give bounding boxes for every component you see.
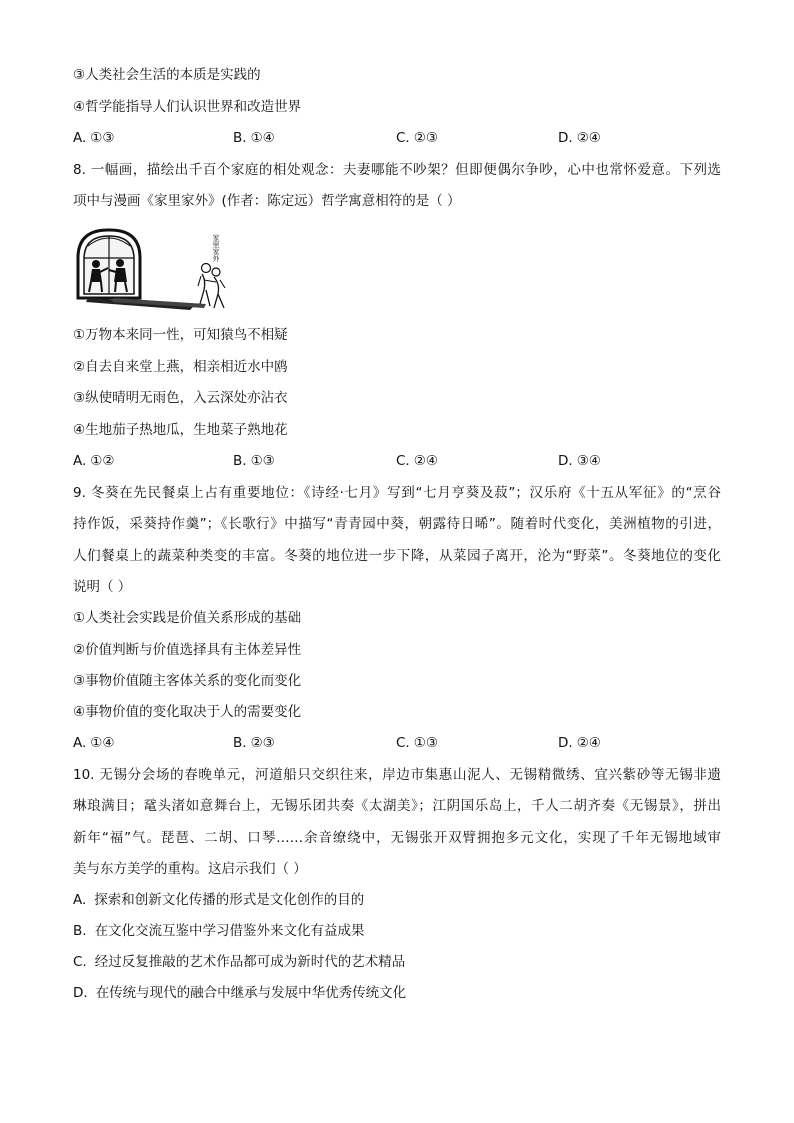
q8-statement-3: ③纵使晴明无雨色，入云深处亦沾衣 (73, 390, 288, 406)
q8-statement-2: ②自去自来堂上燕，相亲相近水中鸥 (73, 359, 288, 375)
q10-choice-d[interactable]: D. 在传统与现代的融合中继承与发展中华优秀传统文化 (73, 985, 407, 1001)
q7-option-d[interactable]: D. ②④ (558, 130, 601, 146)
q9-statement-2: ②价值判断与价值选择具有主体差异性 (73, 642, 302, 658)
q7-option-a[interactable]: A. ①③ (73, 130, 115, 146)
q10-choice-b[interactable]: B. 在文化交流互鉴中学习借鉴外来文化有益成果 (73, 923, 365, 939)
q7-option-c[interactable]: C. ②③ (396, 130, 438, 146)
q7-option-b[interactable]: B. ①④ (233, 130, 275, 146)
q10-choice-a[interactable]: A. 探索和创新文化传播的形式是文化创作的目的 (73, 892, 365, 908)
q8-option-c[interactable]: C. ②④ (396, 453, 438, 469)
q8-option-d[interactable]: D. ③④ (558, 453, 601, 469)
q8-statement-1: ①万物本来同一性，可知猿鸟不相疑 (73, 327, 288, 343)
q7-statement-4: ④哲学能指导人们认识世界和改造世界 (73, 99, 302, 115)
q8-statement-4: ④生地茄子热地瓜，生地菜子熟地花 (73, 422, 288, 438)
q7-options (73, 128, 723, 148)
q9-option-b[interactable]: B. ②③ (233, 735, 275, 751)
q9-option-d[interactable]: D. ②④ (558, 735, 601, 751)
q10-stem-line-3: 新年“福”气。琵琶、二胡、口琴……余音缭绕中，无锡张开双臂拥抱多元文化，实现了千年无锡地域审 (73, 830, 721, 846)
q8-option-a[interactable]: A. ①② (73, 453, 115, 469)
q7-statement-3: ③人类社会生活的本质是实践的 (73, 67, 261, 83)
q9-statement-3: ③事物价值随主客体关系的变化而变化 (73, 673, 302, 689)
q9-stem-line-3: 人们餐桌上的蔬菜种类变的丰富。冬葵的地位进一步下降，从菜园子离开，沦为“野菜”。冬葵地位的变化 (73, 548, 721, 564)
q9-options (73, 733, 723, 753)
comic-caption: 家里家外 (212, 234, 220, 262)
q9-stem-line-1: 9. 冬葵在先民餐桌上占有重要地位：《诗经·七月》写到“七月亨葵及菽”；汉乐府《十五从军征》的“烹谷 (73, 485, 721, 501)
q8-stem-line-1: 8. 一幅画，描绘出千百个家庭的相处观念：夫妻哪能不吵架？但即便偶尔争吵，心中也常怀爱意。下列选 (73, 162, 721, 178)
q10-choice-c[interactable]: C. 经过反复推敲的艺术作品都可成为新时代的艺术精品 (73, 954, 406, 970)
q8-options (73, 451, 723, 471)
q10-stem-line-1: 10. 无锡分会场的春晚单元，河道船只交织往来，岸边市集惠山泥人、无锡精微绣、宜兴紫砂等无锡非遗 (73, 767, 721, 783)
q10-stem-line-4: 美与东方美学的重构。这启示我们（ ） (73, 861, 307, 877)
q9-stem-line-2: 持作饭，采葵持作羹”；《长歌行》中描写“青青园中葵，朝露待日晞”。随着时代变化，美洲植物的引进， (73, 516, 721, 532)
q9-option-c[interactable]: C. ①③ (396, 735, 438, 751)
q9-option-a[interactable]: A. ①④ (73, 735, 115, 751)
q9-statement-1: ①人类社会实践是价值关系形成的基础 (73, 610, 302, 626)
q10-stem-line-2: 琳琅满目；鼋头渚如意舞台上，无锡乐团共奏《太湖美》；江阴国乐岛上，千人二胡齐奏《无锡景》，拼出 (73, 798, 721, 814)
q9-stem-line-4: 说明（ ） (73, 579, 132, 595)
q9-statement-4: ④事物价值的变化取决于人的需要变化 (73, 704, 302, 720)
q8-stem-line-2: 项中与漫画《家里家外》(作者：陈定远）哲学寓意相符的是（ ） (73, 193, 461, 209)
q8-option-b[interactable]: B. ①③ (233, 453, 275, 469)
comic-illustration (74, 224, 242, 316)
